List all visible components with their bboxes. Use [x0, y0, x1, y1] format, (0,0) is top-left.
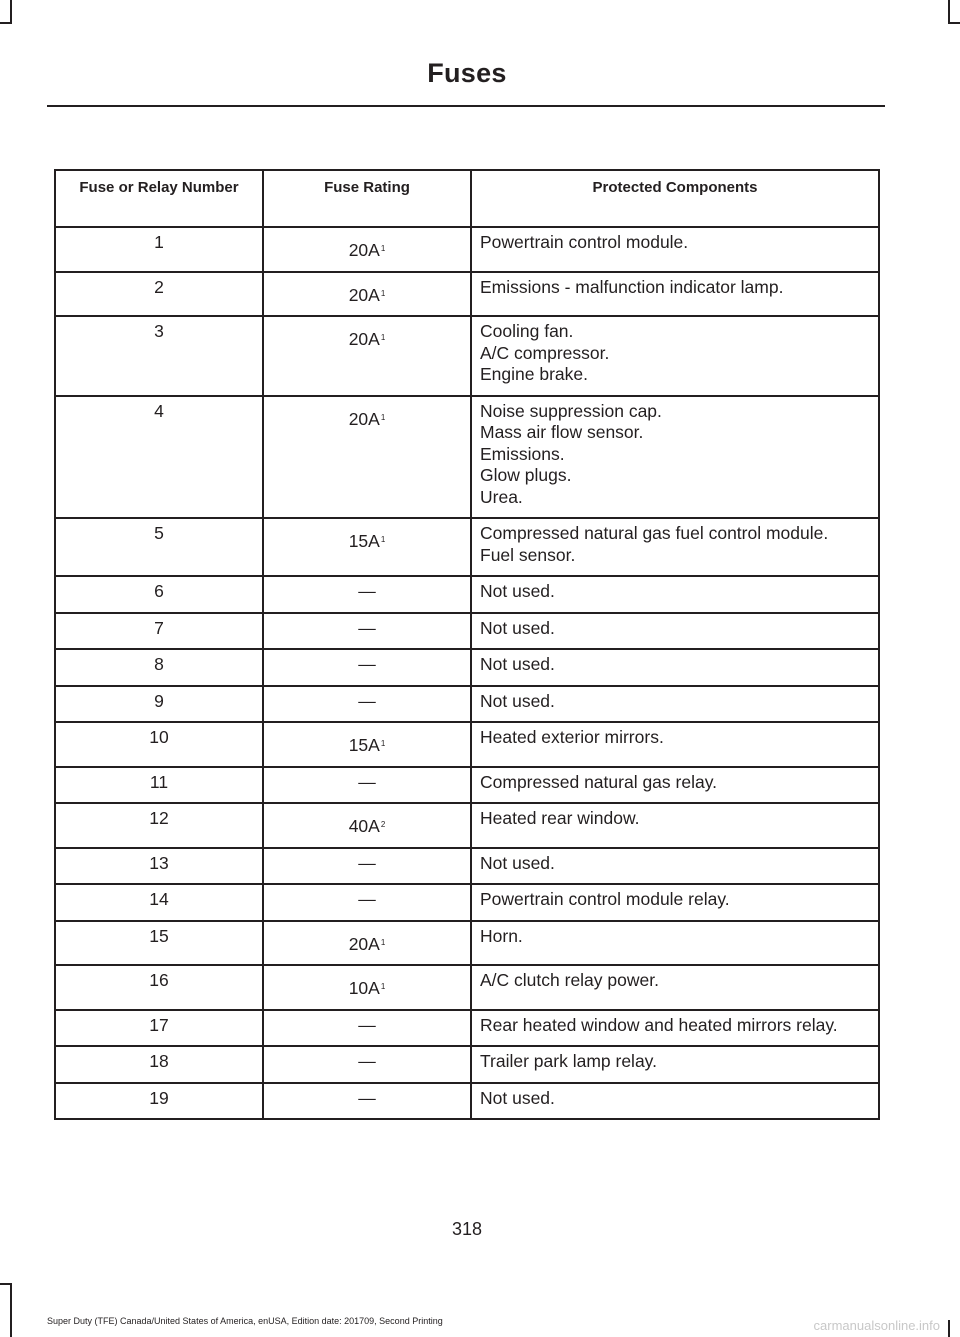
- fuse-rating-cell: [263, 722, 471, 767]
- fuse-rating-value: —: [358, 1014, 376, 1035]
- protected-components-cell: [471, 1010, 879, 1047]
- fuse-number-cell: 14: [55, 884, 263, 921]
- fuse-number-cell: 4: [55, 396, 263, 519]
- table-row: [55, 1083, 879, 1120]
- fuse-rating-value: —: [358, 889, 376, 909]
- fuse-number-cell: 9: [55, 686, 263, 723]
- fuse-rating-value: —: [358, 1051, 376, 1071]
- component-line: A/C compressor.: [480, 342, 610, 363]
- component-line: Emissions.: [480, 443, 565, 464]
- fuse-number-cell: 17: [55, 1010, 263, 1047]
- fuse-rating-cell: [263, 921, 471, 966]
- fuse-table: [54, 169, 880, 1120]
- component-line: Cooling fan.: [480, 321, 574, 341]
- protected-components-cell: [471, 576, 879, 613]
- footnote-marker: 2: [380, 820, 386, 829]
- crop-mark-top-left-vertical: [10, 0, 12, 22]
- footnote-marker: 1: [380, 412, 386, 422]
- watermark: carmanualsonline.info: [813, 1318, 940, 1333]
- fuse-number-cell: 3: [55, 316, 263, 396]
- column-header-rating: Fuse Rating: [263, 170, 471, 227]
- fuse-rating-value: —: [358, 1087, 376, 1108]
- title-divider: [47, 105, 885, 107]
- fuse-rating-cell: [263, 767, 471, 804]
- table-row: [55, 921, 879, 966]
- table-row: [55, 965, 879, 1010]
- component-line: Not used.: [480, 1087, 555, 1108]
- fuse-table-body: [55, 227, 879, 1119]
- crop-mark-bottom-left-horizontal: [0, 1283, 12, 1285]
- component-line: Not used.: [480, 617, 555, 638]
- footnote-marker: 1: [380, 244, 386, 253]
- table-row: [55, 767, 879, 804]
- fuse-rating-cell: [263, 848, 471, 885]
- component-line: Engine brake.: [480, 364, 588, 384]
- column-header-components: Protected Components: [471, 170, 879, 227]
- protected-components-cell: [471, 316, 879, 396]
- protected-components-cell: [471, 227, 879, 272]
- fuse-number-cell: 18: [55, 1046, 263, 1083]
- crop-mark-bottom-left-vertical: [10, 1283, 12, 1337]
- fuse-number-cell: 13: [55, 848, 263, 885]
- table-row: [55, 227, 879, 272]
- protected-components-cell: [471, 965, 879, 1010]
- protected-components-cell: [471, 884, 879, 921]
- fuse-number-cell: 7: [55, 613, 263, 650]
- protected-components-cell: [471, 613, 879, 650]
- table-row: [55, 884, 879, 921]
- component-line: Mass air flow sensor.: [480, 422, 644, 442]
- table-row: [55, 848, 879, 885]
- fuse-rating-cell: [263, 649, 471, 686]
- footnote-marker: 1: [380, 535, 386, 544]
- component-line: Compressed natural gas fuel control module.: [480, 523, 829, 543]
- fuse-rating-value: 20A: [348, 284, 380, 305]
- table-row: [55, 722, 879, 767]
- fuse-rating-cell: [263, 613, 471, 650]
- protected-components-cell: [471, 1083, 879, 1120]
- fuse-rating-cell: [263, 227, 471, 272]
- fuse-rating-value: —: [358, 771, 376, 792]
- fuse-number-cell: 10: [55, 722, 263, 767]
- fuse-rating-value: —: [358, 654, 376, 674]
- column-header-number: Fuse or Relay Number: [55, 170, 263, 227]
- fuse-rating-value: 20A: [348, 240, 380, 260]
- component-line: Glow plugs.: [480, 465, 572, 485]
- component-line: Fuel sensor.: [480, 544, 576, 565]
- protected-components-cell: [471, 722, 879, 767]
- component-line: Trailer park lamp relay.: [480, 1051, 657, 1071]
- footer-edition-text: Super Duty (TFE) Canada/United States of America, enUSA, Edition date: 201709, Second Printing: [47, 1316, 443, 1326]
- fuse-rating-cell: [263, 965, 471, 1010]
- component-line: Not used.: [480, 852, 555, 873]
- fuse-rating-value: —: [358, 581, 376, 601]
- table-row: [55, 518, 879, 576]
- fuse-rating-cell: [263, 803, 471, 848]
- fuse-number-cell: 6: [55, 576, 263, 613]
- fuse-rating-cell: [263, 518, 471, 576]
- fuse-number-cell: 19: [55, 1083, 263, 1120]
- component-line: Compressed natural gas relay.: [480, 771, 718, 792]
- protected-components-cell: [471, 518, 879, 576]
- table-row: [55, 1010, 879, 1047]
- protected-components-cell: [471, 921, 879, 966]
- component-line: Heated rear window.: [480, 808, 640, 828]
- fuse-rating-cell: [263, 1010, 471, 1047]
- fuse-rating-cell: [263, 1046, 471, 1083]
- crop-mark-top-left-horizontal: [0, 22, 12, 24]
- fuse-rating-value: 15A: [348, 735, 380, 755]
- component-line: Urea.: [480, 486, 523, 507]
- table-row: [55, 396, 879, 519]
- table-row: [55, 803, 879, 848]
- component-line: Not used.: [480, 654, 555, 674]
- protected-components-cell: [471, 686, 879, 723]
- footnote-marker: 1: [380, 288, 386, 298]
- footnote-marker: 1: [380, 333, 386, 342]
- protected-components-cell: [471, 803, 879, 848]
- component-line: Powertrain control module relay.: [480, 889, 730, 909]
- component-line: Horn.: [480, 925, 523, 946]
- fuse-number-cell: 2: [55, 272, 263, 317]
- footnote-marker: 1: [380, 982, 386, 991]
- fuse-rating-value: 15A: [348, 531, 380, 551]
- fuse-rating-cell: [263, 1083, 471, 1120]
- table-row: [55, 649, 879, 686]
- fuse-rating-cell: [263, 316, 471, 396]
- fuse-rating-cell: [263, 884, 471, 921]
- table-row: [55, 686, 879, 723]
- fuse-rating-value: 20A: [348, 933, 380, 954]
- fuse-number-cell: 8: [55, 649, 263, 686]
- fuse-rating-cell: [263, 686, 471, 723]
- crop-mark-top-right-horizontal: [948, 22, 960, 24]
- fuse-rating-value: 20A: [348, 329, 380, 349]
- fuse-rating-value: —: [358, 690, 376, 711]
- component-line: Heated exterior mirrors.: [480, 727, 664, 747]
- table-row: [55, 1046, 879, 1083]
- fuse-number-cell: 11: [55, 767, 263, 804]
- fuse-rating-cell: [263, 576, 471, 613]
- page-title: Fuses: [427, 58, 507, 88]
- page-number: 318: [451, 1219, 483, 1239]
- table-header-row: [55, 170, 879, 227]
- component-line: Powertrain control module.: [480, 232, 689, 252]
- protected-components-cell: [471, 767, 879, 804]
- fuse-rating-value: 10A: [348, 978, 380, 998]
- footnote-marker: 1: [380, 739, 386, 748]
- protected-components-cell: [471, 272, 879, 317]
- fuse-number-cell: 12: [55, 803, 263, 848]
- protected-components-cell: [471, 649, 879, 686]
- fuse-rating-cell: [263, 396, 471, 519]
- fuse-number-cell: 16: [55, 965, 263, 1010]
- component-line: Not used.: [480, 690, 555, 711]
- crop-mark-bottom-right-vertical: [948, 1320, 950, 1337]
- fuse-number-cell: 1: [55, 227, 263, 272]
- component-line: Noise suppression cap.: [480, 400, 662, 421]
- footnote-marker: 1: [380, 937, 386, 947]
- fuse-rating-value: 40A: [348, 816, 380, 836]
- component-line: Emissions - malfunction indicator lamp.: [480, 276, 784, 297]
- fuse-rating-value: —: [358, 617, 376, 638]
- fuse-number-cell: 15: [55, 921, 263, 966]
- table-row: [55, 576, 879, 613]
- component-line: Rear heated window and heated mirrors relay.: [480, 1014, 838, 1035]
- table-row: [55, 316, 879, 396]
- crop-mark-top-right-vertical: [948, 0, 950, 22]
- protected-components-cell: [471, 396, 879, 519]
- component-line: Not used.: [480, 581, 555, 601]
- component-line: A/C clutch relay power.: [480, 970, 659, 990]
- table-row: [55, 272, 879, 317]
- fuse-rating-cell: [263, 272, 471, 317]
- fuse-rating-value: —: [358, 852, 376, 873]
- protected-components-cell: [471, 1046, 879, 1083]
- fuse-rating-value: 20A: [348, 408, 380, 429]
- protected-components-cell: [471, 848, 879, 885]
- table-row: [55, 613, 879, 650]
- fuse-number-cell: 5: [55, 518, 263, 576]
